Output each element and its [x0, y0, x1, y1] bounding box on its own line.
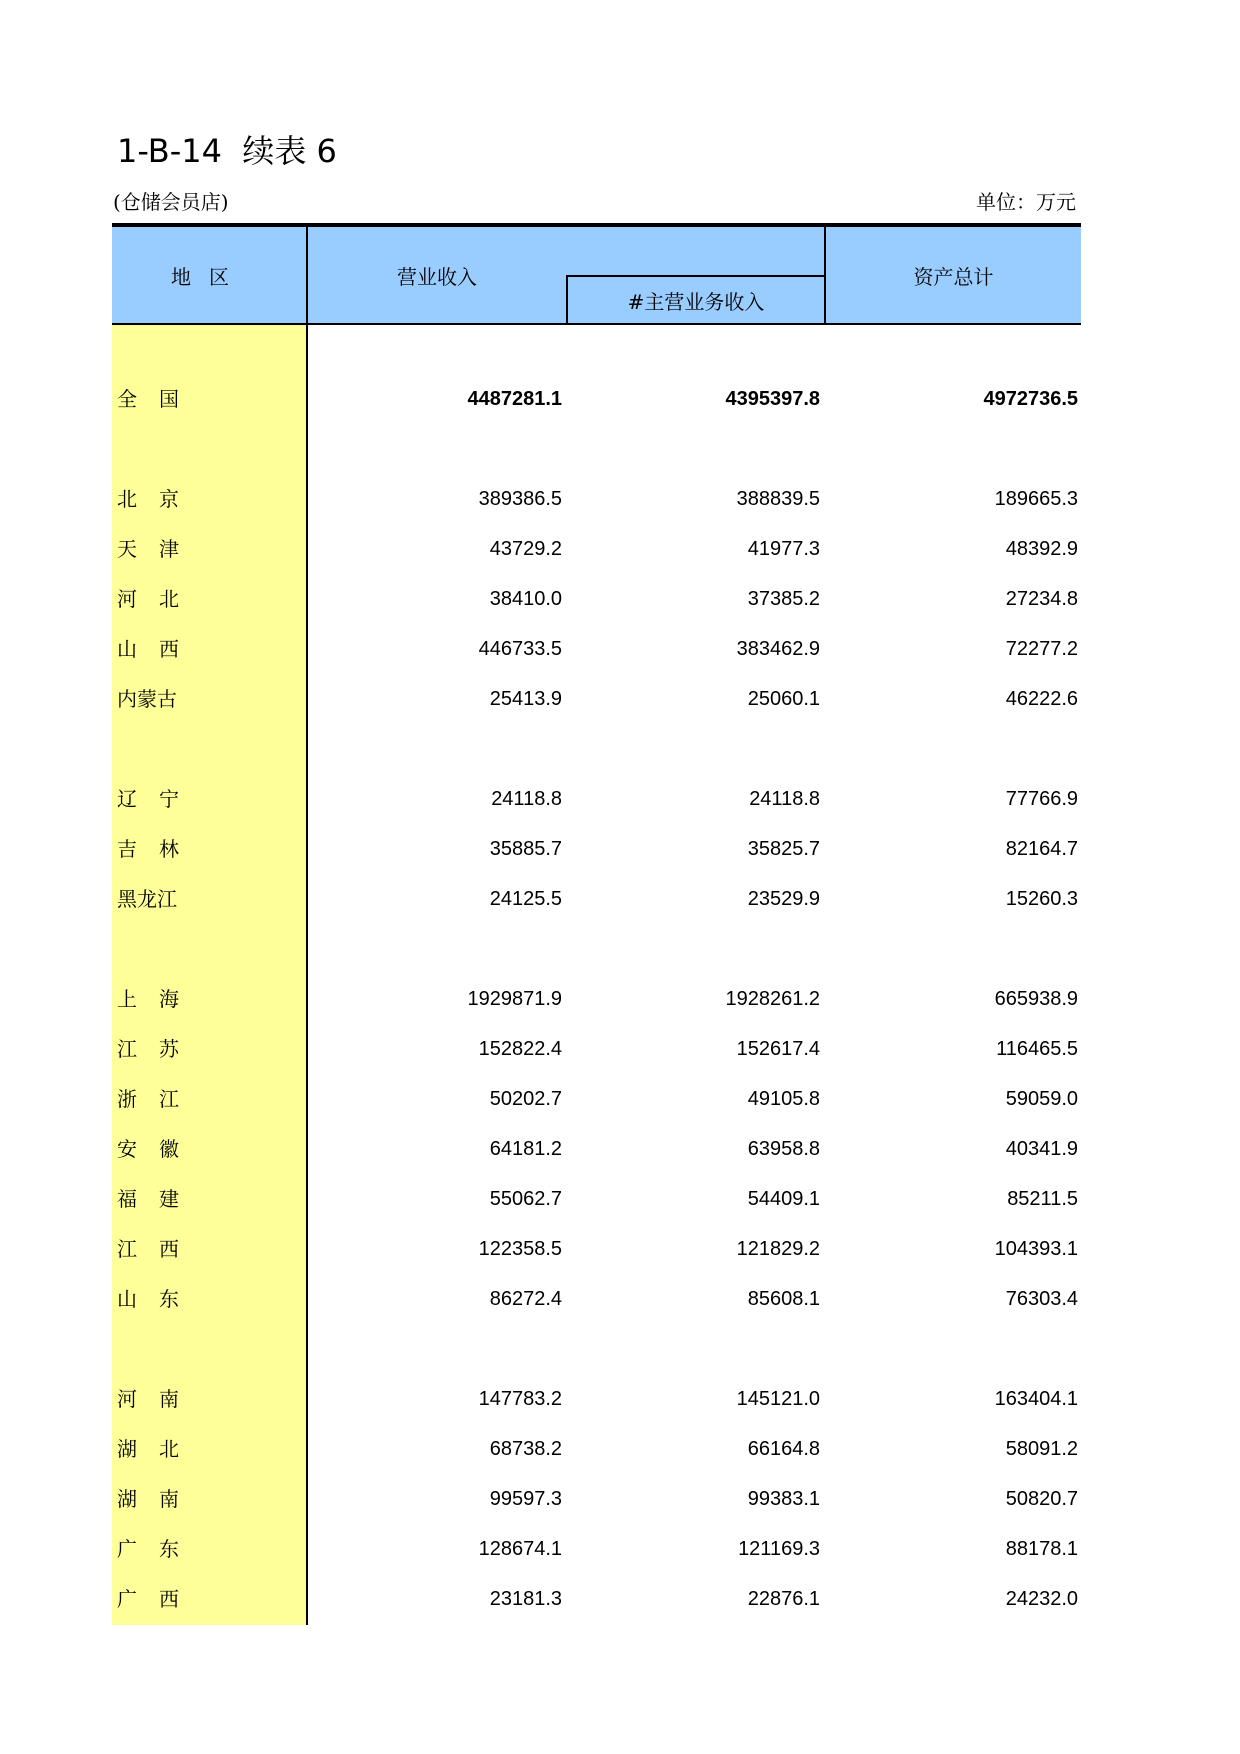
region-name: 山东 [117, 1287, 201, 1311]
revenue-value: 122358.5 [478, 1238, 562, 1260]
region-name: 上海 [117, 987, 201, 1011]
revenue-value: 24118.8 [491, 788, 562, 810]
header-main-revenue: #主营业务收入 [566, 275, 824, 323]
unit-label: 单位：万元 [976, 190, 1076, 214]
table-row-total [112, 374, 1081, 424]
table-row [112, 474, 1081, 524]
revenue-value: 128674.1 [478, 1538, 562, 1560]
main-revenue-value: 99383.1 [747, 1488, 820, 1510]
table-row [112, 1124, 1081, 1174]
main-revenue-value: 66164.8 [747, 1438, 820, 1460]
region-name: 江西 [117, 1237, 201, 1261]
main-revenue-value: 145121.0 [736, 1388, 820, 1410]
main-revenue-value: 41977.3 [747, 538, 820, 560]
main-revenue-value: 49105.8 [747, 1088, 820, 1110]
main-revenue-value: 22876.1 [747, 1588, 820, 1610]
region-name: 内蒙古 [117, 687, 177, 711]
region-name: 全国 [117, 387, 201, 411]
table-row [112, 824, 1081, 874]
assets-value: 24232.0 [1005, 1588, 1078, 1610]
assets-value: 77766.9 [1005, 788, 1078, 810]
assets-value: 163404.1 [994, 1388, 1078, 1410]
region-name: 山西 [117, 637, 201, 661]
main-revenue-value: 85608.1 [747, 1288, 820, 1310]
page-title: 1-B-14 续表 6 [117, 132, 337, 170]
region-name: 河北 [117, 587, 201, 611]
table-row [112, 674, 1081, 724]
assets-value: 116465.5 [996, 1038, 1078, 1060]
revenue-value: 38410.0 [489, 588, 562, 610]
region-name: 安徽 [117, 1137, 201, 1161]
region-name: 湖南 [117, 1487, 201, 1511]
revenue-value: 64181.2 [489, 1138, 562, 1160]
assets-value: 4972736.5 [983, 388, 1078, 410]
region-name: 广东 [117, 1537, 201, 1561]
revenue-value: 50202.7 [489, 1088, 562, 1110]
table-row [112, 574, 1081, 624]
main-revenue-value: 24118.8 [749, 788, 820, 810]
table-row [112, 524, 1081, 574]
region-name: 江苏 [117, 1037, 201, 1061]
main-revenue-value: 35825.7 [747, 838, 820, 860]
revenue-value: 25413.9 [489, 688, 562, 710]
table-row [112, 1074, 1081, 1124]
main-revenue-value: 388839.5 [736, 488, 820, 510]
table-row [112, 1374, 1081, 1424]
revenue-value: 1929871.9 [467, 988, 562, 1010]
table-row [112, 1574, 1081, 1624]
table-row [112, 1524, 1081, 1574]
assets-value: 82164.7 [1005, 838, 1078, 860]
table-row [112, 1224, 1081, 1274]
revenue-value: 4487281.1 [467, 388, 562, 410]
main-revenue-value: 121829.2 [736, 1238, 820, 1260]
main-revenue-value: 383462.9 [736, 638, 820, 660]
assets-value: 50820.7 [1005, 1488, 1078, 1510]
region-name: 湖北 [117, 1437, 201, 1461]
region-name: 吉林 [117, 837, 201, 861]
assets-value: 85211.5 [1007, 1188, 1078, 1210]
header-revenue: 营业收入 [397, 264, 477, 289]
assets-value: 59059.0 [1005, 1088, 1078, 1110]
table-row [112, 874, 1081, 924]
main-revenue-value: 1928261.2 [725, 988, 820, 1010]
header-region: 地区 [171, 264, 247, 289]
table-row [112, 1174, 1081, 1224]
assets-value: 27234.8 [1005, 588, 1078, 610]
region-name: 天津 [117, 537, 201, 561]
assets-value: 15260.3 [1005, 888, 1078, 910]
table-row [112, 624, 1081, 674]
assets-value: 40341.9 [1005, 1138, 1078, 1160]
main-revenue-value: 25060.1 [747, 688, 820, 710]
assets-value: 104393.1 [994, 1238, 1078, 1260]
main-revenue-value: 63958.8 [747, 1138, 820, 1160]
revenue-value: 86272.4 [489, 1288, 562, 1310]
region-name: 河南 [117, 1387, 201, 1411]
table-row [112, 1424, 1081, 1474]
revenue-value: 24125.5 [489, 888, 562, 910]
assets-value: 88178.1 [1005, 1538, 1078, 1560]
assets-value: 58091.2 [1005, 1438, 1078, 1460]
region-name: 黑龙江 [117, 887, 177, 911]
revenue-value: 35885.7 [489, 838, 562, 860]
assets-value: 72277.2 [1005, 638, 1078, 660]
assets-value: 48392.9 [1005, 538, 1078, 560]
revenue-value: 23181.3 [489, 1588, 562, 1610]
region-name: 浙江 [117, 1087, 201, 1111]
main-revenue-value: 121169.3 [738, 1538, 820, 1560]
assets-value: 665938.9 [994, 988, 1078, 1010]
table-row [112, 1024, 1081, 1074]
main-revenue-value: 152617.4 [736, 1038, 820, 1060]
revenue-value: 99597.3 [489, 1488, 562, 1510]
assets-value: 76303.4 [1005, 1288, 1078, 1310]
table-row [112, 1474, 1081, 1524]
revenue-value: 68738.2 [489, 1438, 562, 1460]
region-name: 辽宁 [117, 787, 201, 811]
region-name: 福建 [117, 1187, 201, 1211]
revenue-value: 55062.7 [489, 1188, 562, 1210]
assets-value: 189665.3 [994, 488, 1078, 510]
main-revenue-value: 37385.2 [747, 588, 820, 610]
revenue-value: 43729.2 [489, 538, 562, 560]
revenue-value: 147783.2 [478, 1388, 562, 1410]
table-subtitle: (仓储会员店) [113, 190, 229, 214]
table-header [112, 223, 1081, 325]
region-name: 广西 [117, 1587, 201, 1611]
main-revenue-value: 23529.9 [747, 888, 820, 910]
main-revenue-value: 54409.1 [747, 1188, 820, 1210]
table-row [112, 974, 1081, 1024]
header-assets: 资产总计 [824, 227, 1081, 323]
table-row [112, 1274, 1081, 1324]
revenue-value: 389386.5 [478, 488, 562, 510]
region-name: 北京 [117, 487, 201, 511]
revenue-value: 446733.5 [478, 638, 562, 660]
assets-value: 46222.6 [1005, 688, 1078, 710]
main-revenue-value: 4395397.8 [725, 388, 820, 410]
table-row [112, 774, 1081, 824]
revenue-value: 152822.4 [478, 1038, 562, 1060]
